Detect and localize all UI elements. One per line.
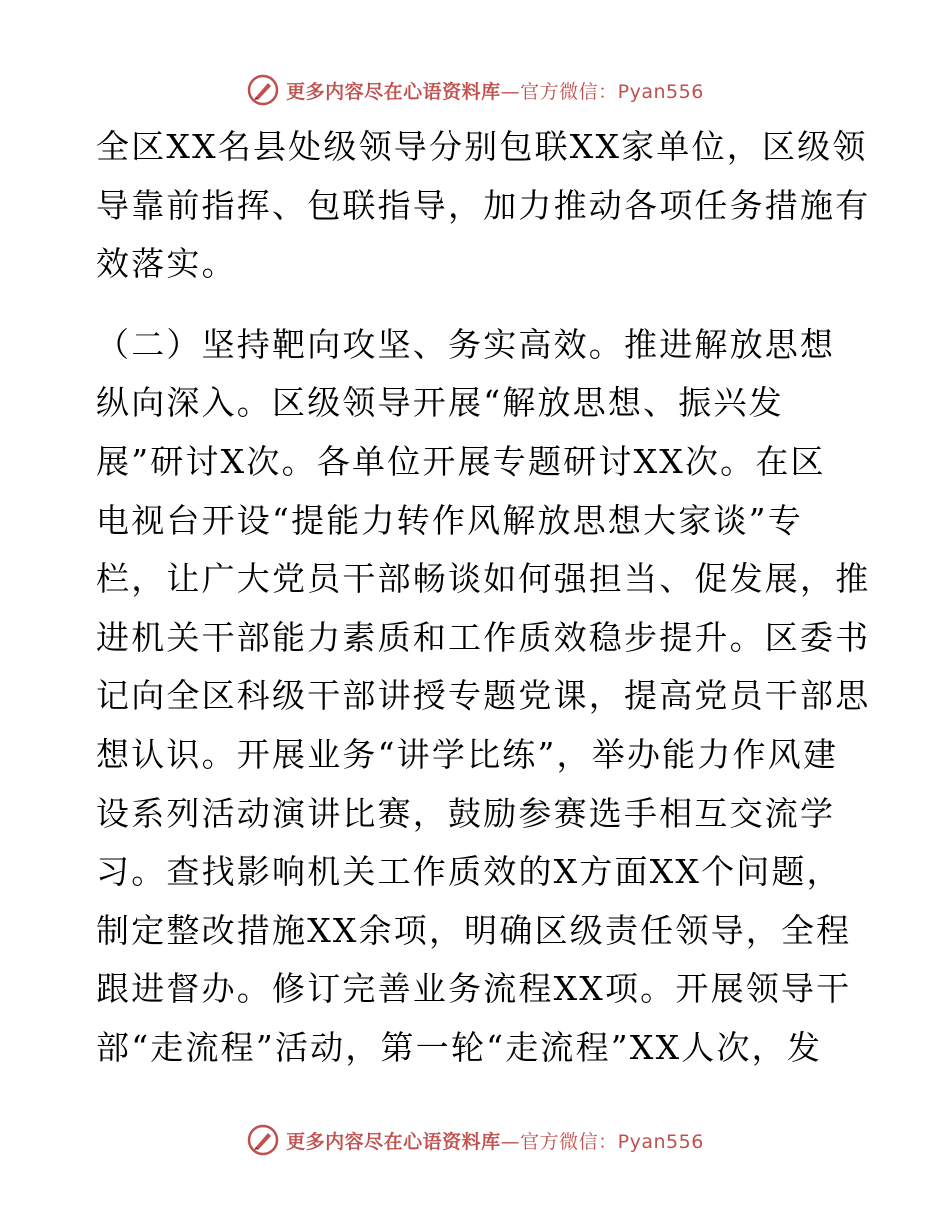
header-banner-inner <box>246 73 704 107</box>
header-separator: — <box>500 80 521 103</box>
text-line: 纵向深入。区级领导开展“解放思想、振兴发 <box>96 383 784 423</box>
quill-pen-seal-icon <box>246 73 280 107</box>
text-line: 电视台开设“提能力转作风解放思想大家谈”专 <box>96 500 803 540</box>
text-line: 部“走流程”活动，第一轮“走流程”XX人次，发 <box>96 1027 823 1067</box>
text-line: 设系列活动演讲比赛，鼓励参赛选手相互交流学 <box>96 793 836 833</box>
text-line: 跟进督办。修订完善业务流程XX项。开展领导干 <box>96 969 852 1009</box>
footer-banner <box>0 1120 950 1160</box>
paragraph-2 <box>96 316 871 1078</box>
text-line: 全区XX名县处级领导分别包联XX家单位，区级领 <box>96 127 868 166</box>
text-line: 想认识。开展业务“讲学比练”，举办能力作风建 <box>96 734 839 774</box>
header-contact-text: 官方微信：Pyan556 <box>520 80 704 103</box>
footer-contact-text: 官方微信：Pyan556 <box>520 1130 704 1153</box>
paragraph-1 <box>96 118 871 294</box>
paragraph-gap <box>96 294 856 316</box>
text-line: 制定整改措施XX余项，明确区级责任领导，全程 <box>96 910 852 950</box>
text-line: 进机关干部能力素质和工作质效稳步提升。区委书 <box>96 617 871 657</box>
text-line: 效落实。 <box>96 244 237 284</box>
text-line: 记向全区科级干部讲授专题党课，提高党员干部思 <box>96 676 871 716</box>
quill-pen-seal-icon <box>246 1123 280 1157</box>
footer-banner-text <box>286 1127 704 1154</box>
text-line: 栏，让广大党员干部畅谈如何强担当、促发展，推 <box>96 559 871 599</box>
footer-banner-inner <box>246 1123 704 1157</box>
text-line: 习。查找影响机关工作质效的X方面XX个问题， <box>96 852 842 892</box>
text-line: （二）坚持靶向攻坚、务实高效。推进解放思想 <box>96 324 836 364</box>
text-line: 导靠前指挥、包联指导，加力推动各项任务措施有 <box>96 185 871 225</box>
header-banner <box>0 70 950 110</box>
footer-separator: — <box>500 1130 521 1153</box>
footer-brand-text: 更多内容尽在心语资料库 <box>286 1130 501 1153</box>
header-brand-text: 更多内容尽在心语资料库 <box>286 80 501 103</box>
text-line: 展”研讨X次。各单位开展专题研讨XX次。在区 <box>96 441 826 481</box>
header-banner-text <box>286 77 704 104</box>
document-body <box>96 118 871 1078</box>
